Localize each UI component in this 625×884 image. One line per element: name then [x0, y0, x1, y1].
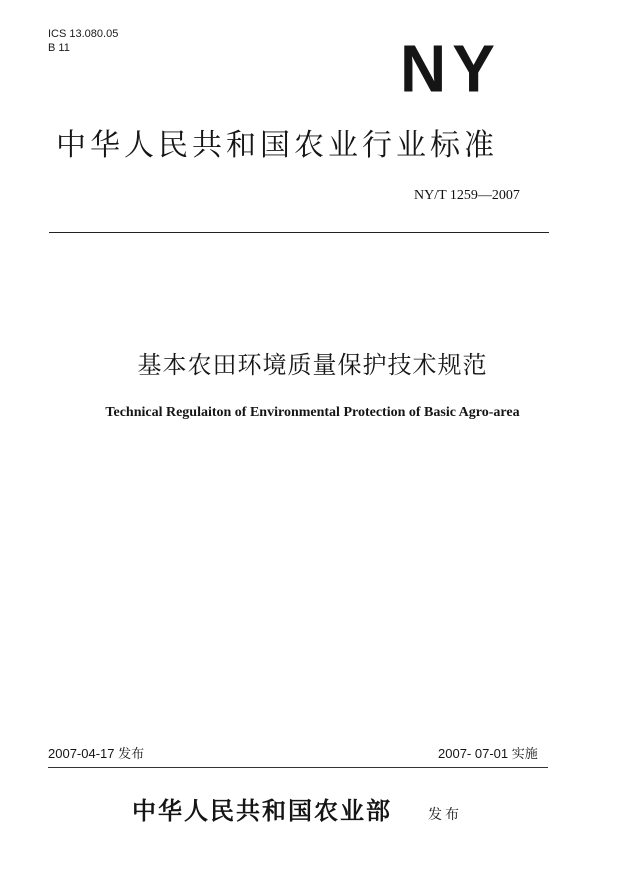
standard-number: NY/T 1259—2007	[414, 188, 520, 203]
ny-logo: NY	[400, 30, 501, 107]
implementation-date: 2007- 07-01 实施	[438, 746, 538, 761]
issue-date: 2007-04-17 发布	[48, 746, 145, 761]
footer-divider	[48, 767, 548, 768]
header-divider	[49, 232, 549, 233]
document-title-chinese: 基本农田环境质量保护技术规范	[137, 351, 488, 379]
document-title-english: Technical Regulaiton of Environmental Protection of Basic Agro-area	[105, 405, 520, 420]
publisher-name: 中华人民共和国农业部	[132, 796, 392, 825]
standard-category: 中华人民共和国农业行业标准	[56, 128, 498, 163]
publish-label: 发布	[428, 807, 462, 823]
ics-code: ICS 13.080.05	[48, 28, 119, 40]
classification-code: B 11	[48, 42, 70, 54]
